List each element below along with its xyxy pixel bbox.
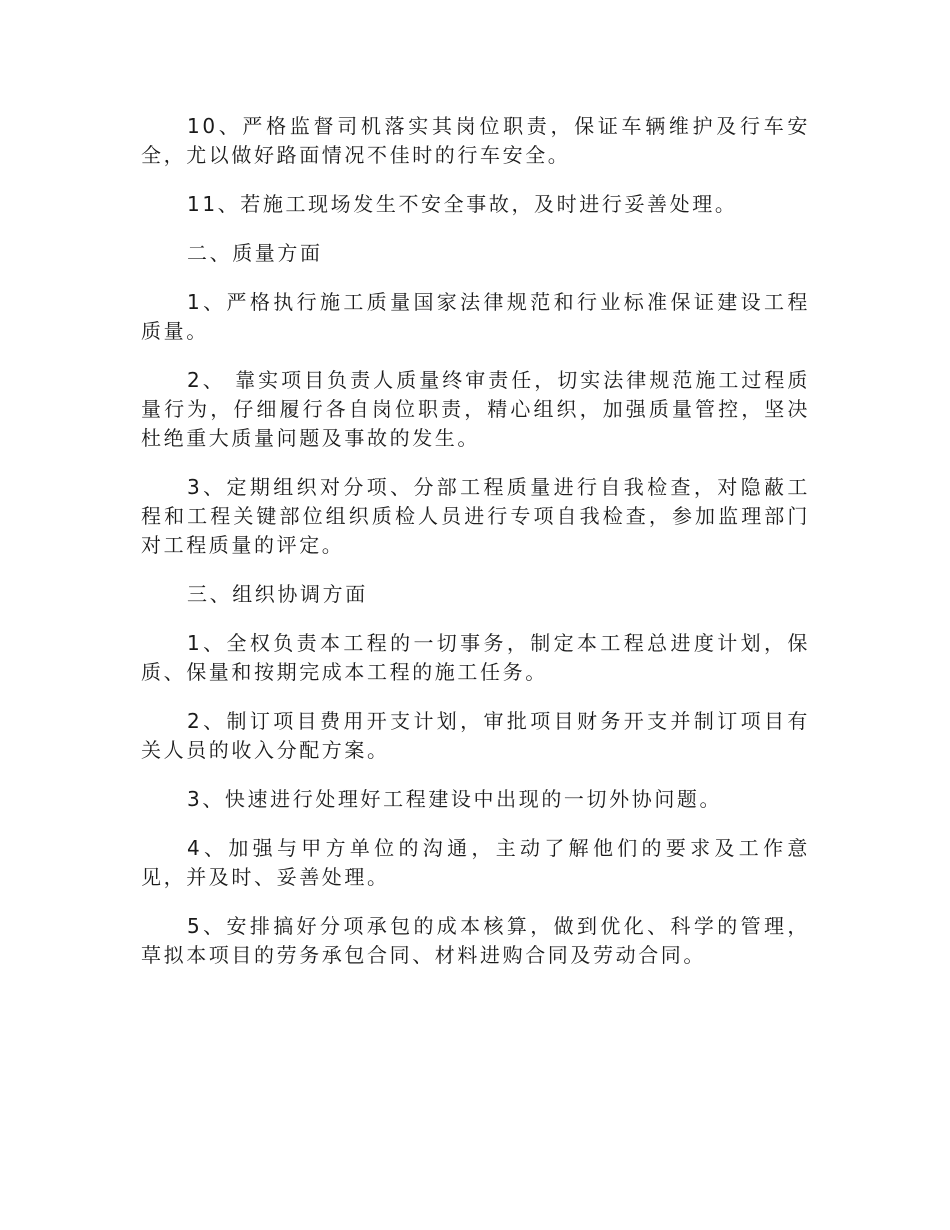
paragraph-coordination-3: 3、快速进行处理好工程建设中出现的一切外协问题。 [187,787,723,811]
section-heading-coordination: 三、组织协调方面 [187,582,368,606]
paragraph-coordination-5: 5、安排搞好分项承包的成本核算，做到优化、科学的管理，草拟本项目的劳务承包合同、材料进购合同及劳动合同。 [141,914,810,967]
section-heading-quality: 二、质量方面 [187,241,323,265]
paragraph-safety-11: 11、若施工现场发生不安全事故，及时进行妥善处理。 [187,192,738,216]
paragraph-quality-1: 1、严格执行施工质量国家法律规范和行业标准保证建设工程质量。 [141,290,810,343]
paragraph-coordination-4: 4、加强与甲方单位的沟通，主动了解他们的要求及工作意见，并及时、妥善处理。 [141,836,810,889]
paragraph-safety-10: 10、严格监督司机落实其岗位职责，保证车辆维护及行车安全，尤以做好路面情况不佳时的行车安全。 [141,114,810,167]
paragraph-coordination-2: 2、制订项目费用开支计划，审批项目财务开支并制订项目有关人员的收入分配方案。 [141,709,810,762]
paragraph-coordination-1: 1、全权负责本工程的一切事务，制定本工程总进度计划，保质、保量和按期完成本工程的施工任务。 [141,631,810,684]
paragraph-quality-3: 3、定期组织对分项、分部工程质量进行自我检查，对隐蔽工程和工程关键部位组织质检人员进行专项自我检查，参加监理部门对工程质量的评定。 [141,475,810,557]
paragraph-quality-2: 2、 靠实项目负责人质量终审责任，切实法律规范施工过程质量行为，仔细履行各自岗位职责，精心组织，加强质量管控，坚决杜绝重大质量问题及事故的发生。 [141,368,810,450]
